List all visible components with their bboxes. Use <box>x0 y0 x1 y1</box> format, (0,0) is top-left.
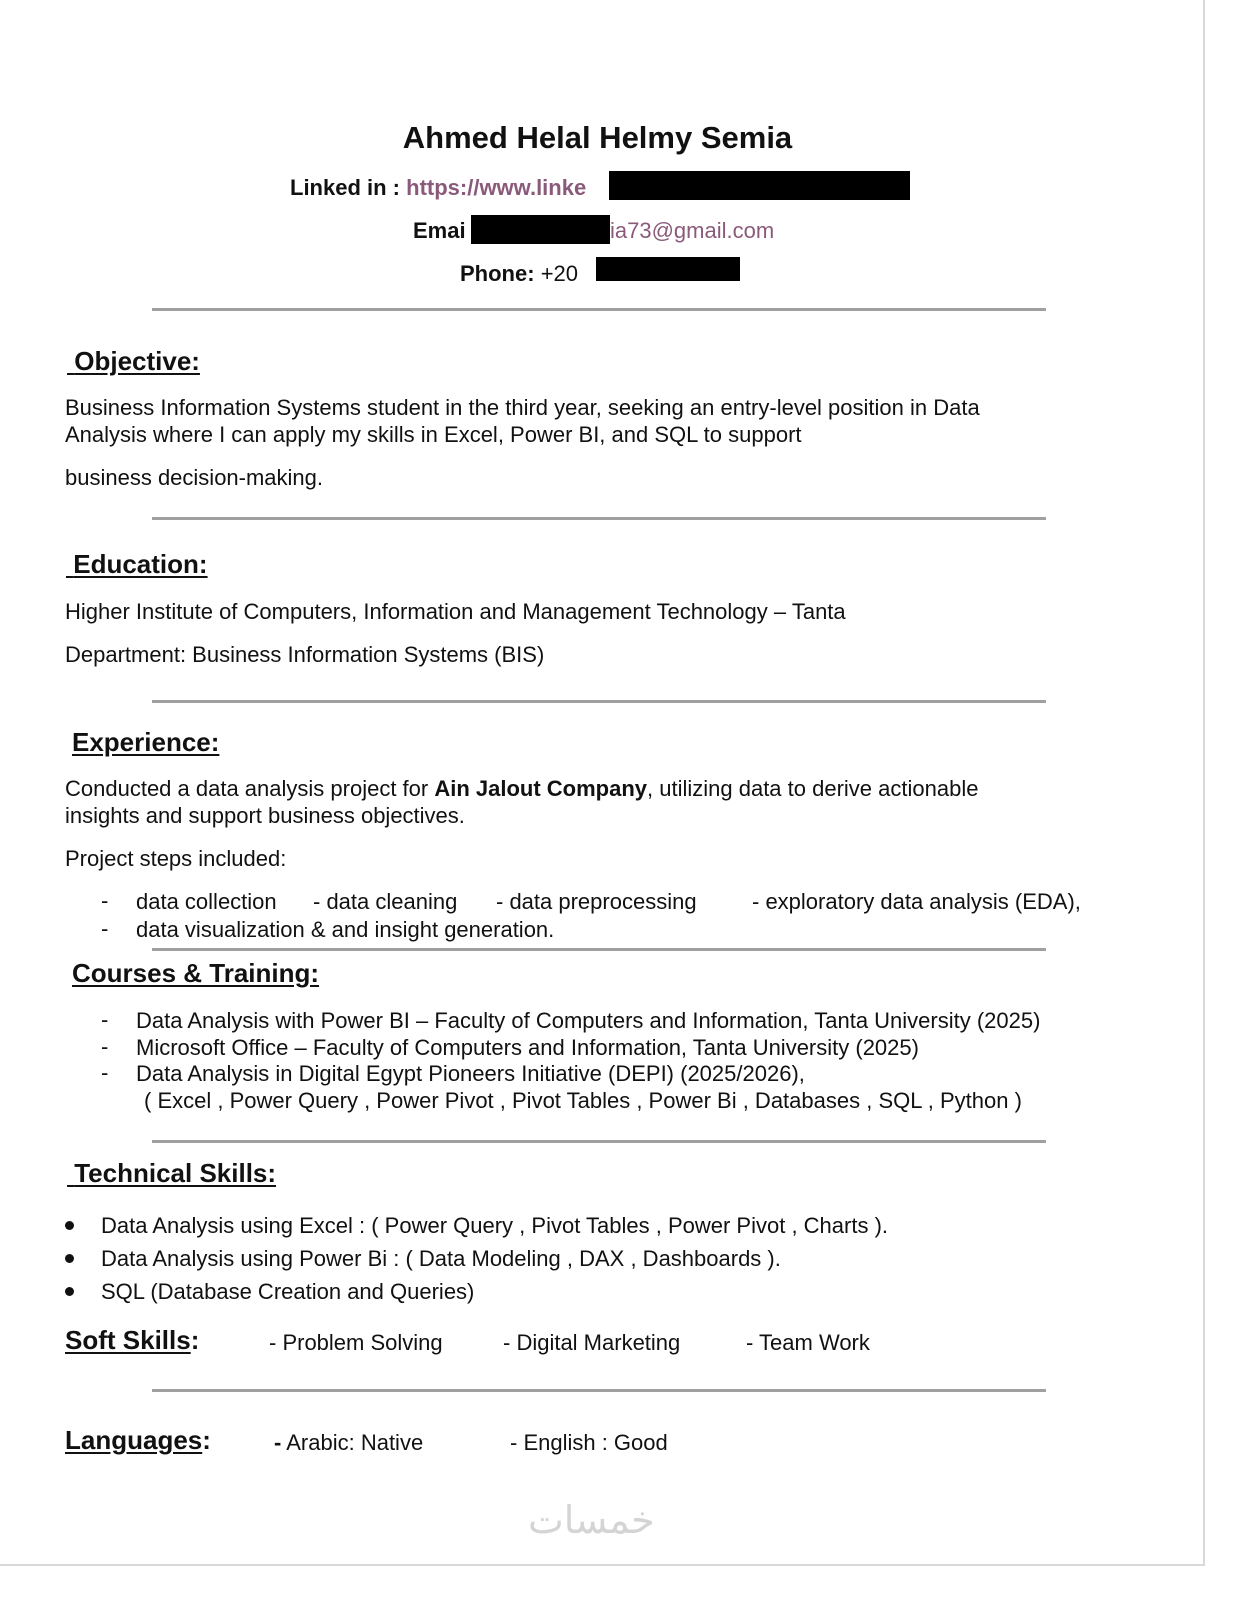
education-department: Department: Business Information Systems (BIS) <box>65 642 545 667</box>
watermark-logo: خمسات <box>528 1498 655 1542</box>
bullet-dot <box>65 1221 74 1230</box>
course-item: Data Analysis in Digital Egypt Pioneers Initiative (DEPI) (2025/2026), <box>136 1061 805 1086</box>
phone-label: Phone: <box>460 261 535 286</box>
redaction-bar <box>596 257 740 281</box>
bullet-dot <box>65 1287 74 1296</box>
company-name: Ain Jalout Company <box>434 776 648 801</box>
candidate-name: Ahmed Helal Helmy Semia <box>402 120 793 155</box>
section-divider <box>152 1140 1046 1143</box>
education-heading: Education: <box>73 549 208 579</box>
objective-heading: Objective: <box>74 346 200 376</box>
project-step: - data cleaning <box>313 889 458 914</box>
technical-skill: Data Analysis using Power Bi : ( Data Modeling , DAX , Dashboards ). <box>101 1246 781 1271</box>
experience-line: insights and support business objectives. <box>65 803 465 828</box>
language-item: - Arabic: Native <box>274 1430 424 1455</box>
technical-heading: Technical Skills: <box>74 1158 277 1188</box>
linkedin-label: Linked in : <box>290 175 400 200</box>
course-topics: ( Excel , Power Query , Power Pivot , Pivot Tables , Power Bi , Databases , SQL , Python ) <box>144 1088 1022 1113</box>
dash-marker: - <box>101 1007 109 1032</box>
email-label: Emai <box>413 218 466 243</box>
soft-skill: - Digital Marketing <box>503 1330 681 1355</box>
dash-marker: - <box>101 916 109 941</box>
section-divider <box>152 308 1046 311</box>
steps-label: Project steps included: <box>65 846 287 871</box>
linkedin-link[interactable]: https://www.linke <box>406 175 587 200</box>
languages-heading: Languages: <box>65 1425 211 1455</box>
bullet-dot <box>65 1254 74 1263</box>
objective-line: business decision-making. <box>65 465 324 490</box>
course-item: Data Analysis with Power BI – Faculty of Computers and Information, Tanta University (2025) <box>136 1008 1041 1033</box>
section-divider <box>152 700 1046 703</box>
project-step: - data preprocessing <box>496 889 697 914</box>
linkedin-line <box>290 175 586 201</box>
project-step: - exploratory data analysis (EDA), <box>752 889 1081 914</box>
dash-marker: - <box>101 1034 109 1059</box>
redaction-bar <box>609 171 910 200</box>
email-link[interactable]: ia73@gmail.com <box>610 218 775 243</box>
soft-skills-heading: Soft Skills: <box>65 1325 200 1355</box>
objective-line: Business Information Systems student in the third year, seeking an entry-level position in Data <box>65 395 980 420</box>
technical-skill: Data Analysis using Excel : ( Power Query , Pivot Tables , Power Pivot , Charts ). <box>101 1213 889 1238</box>
section-divider <box>152 948 1046 951</box>
phone-line <box>460 261 578 287</box>
email-line <box>413 218 466 244</box>
course-item: Microsoft Office – Faculty of Computers and Information, Tanta University (2025) <box>136 1035 919 1060</box>
soft-skill: - Problem Solving <box>269 1330 443 1355</box>
experience-line: Conducted a data analysis project for Ain Jalout Company, utilizing data to derive actionable <box>65 776 979 801</box>
dash-marker: - <box>101 1060 109 1085</box>
project-step: data visualization & and insight generation. <box>136 917 555 942</box>
phone-value: +20 <box>540 261 579 286</box>
objective-line: Analysis where I can apply my skills in Excel, Power BI, and SQL to support <box>65 422 802 447</box>
courses-heading: Courses & Training: <box>72 958 320 988</box>
redaction-bar <box>471 215 610 244</box>
technical-skill: SQL (Database Creation and Queries) <box>101 1279 475 1304</box>
language-item: - English : Good <box>510 1430 668 1455</box>
objective-text <box>65 394 980 448</box>
section-divider <box>152 1389 1046 1392</box>
experience-text <box>65 775 978 829</box>
soft-skill: - Team Work <box>746 1330 870 1355</box>
project-step: data collection <box>136 889 277 914</box>
education-institute: Higher Institute of Computers, Information and Management Technology – Tanta <box>65 599 846 624</box>
experience-heading: Experience: <box>72 727 220 757</box>
dash-marker: - <box>101 888 109 913</box>
section-divider <box>152 517 1046 520</box>
